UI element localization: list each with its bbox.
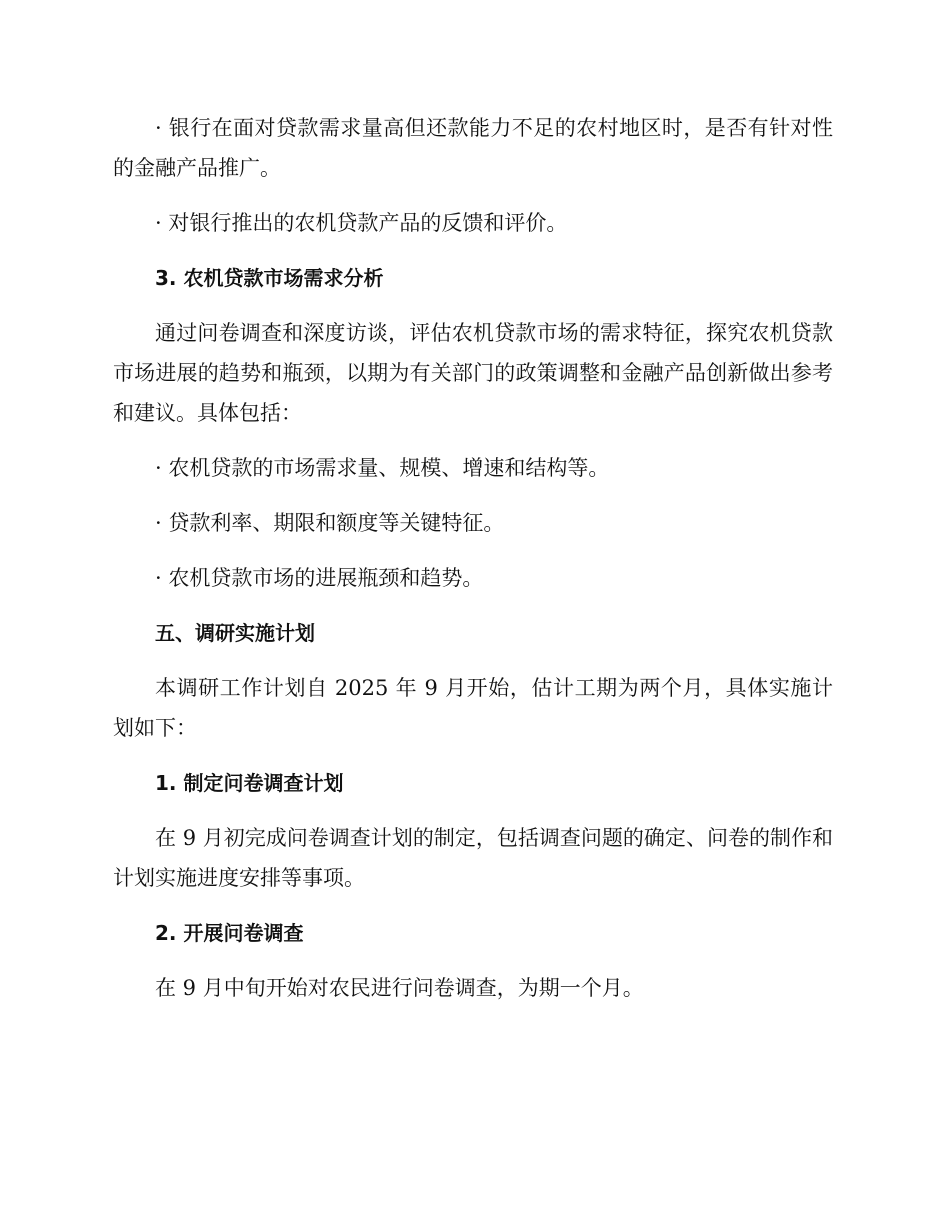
section-heading-demand-analysis: 3. 农机贷款市场需求分析 <box>155 266 384 290</box>
bullet-market-demand: · 农机贷款的市场需求量、规模、增速和结构等。 <box>155 456 610 480</box>
section-heading-implementation-plan: 五、调研实施计划 <box>155 621 315 645</box>
section-heading-questionnaire-plan: 1. 制定问卷调查计划 <box>155 771 344 795</box>
section-heading-questionnaire-survey: 2. 开展问卷调查 <box>155 921 304 945</box>
paragraph-demand-analysis: 通过问卷调查和深度访谈，评估农机贷款市场的需求特征，探究农机贷款市场进展的趋势和瓶颈，以期为有关部门的政策调整和金融产品创新做出参考和建议。具体包括： <box>113 321 833 425</box>
document-page <box>113 108 833 1023</box>
paragraph-questionnaire-survey: 在 9 月中旬开始对农民进行问卷调查，为期一个月。 <box>155 976 644 1000</box>
bullet-bottlenecks: · 农机贷款市场的进展瓶颈和趋势。 <box>155 566 484 590</box>
bullet-key-features: · 贷款利率、期限和额度等关键特征。 <box>155 511 505 535</box>
bullet-targeted-products: · 银行在面对贷款需求量高但还款能力不足的农村地区时，是否有针对性的金融产品推广。 <box>113 116 833 180</box>
paragraph-questionnaire-plan: 在 9 月初完成问卷调查计划的制定，包括调查问题的确定、问卷的制作和计划实施进度安排等事项。 <box>113 826 833 890</box>
paragraph-implementation-plan: 本调研工作计划自 2025 年 9 月开始，估计工期为两个月，具体实施计划如下： <box>113 676 833 740</box>
bullet-feedback: · 对银行推出的农机贷款产品的反馈和评价。 <box>155 211 568 235</box>
